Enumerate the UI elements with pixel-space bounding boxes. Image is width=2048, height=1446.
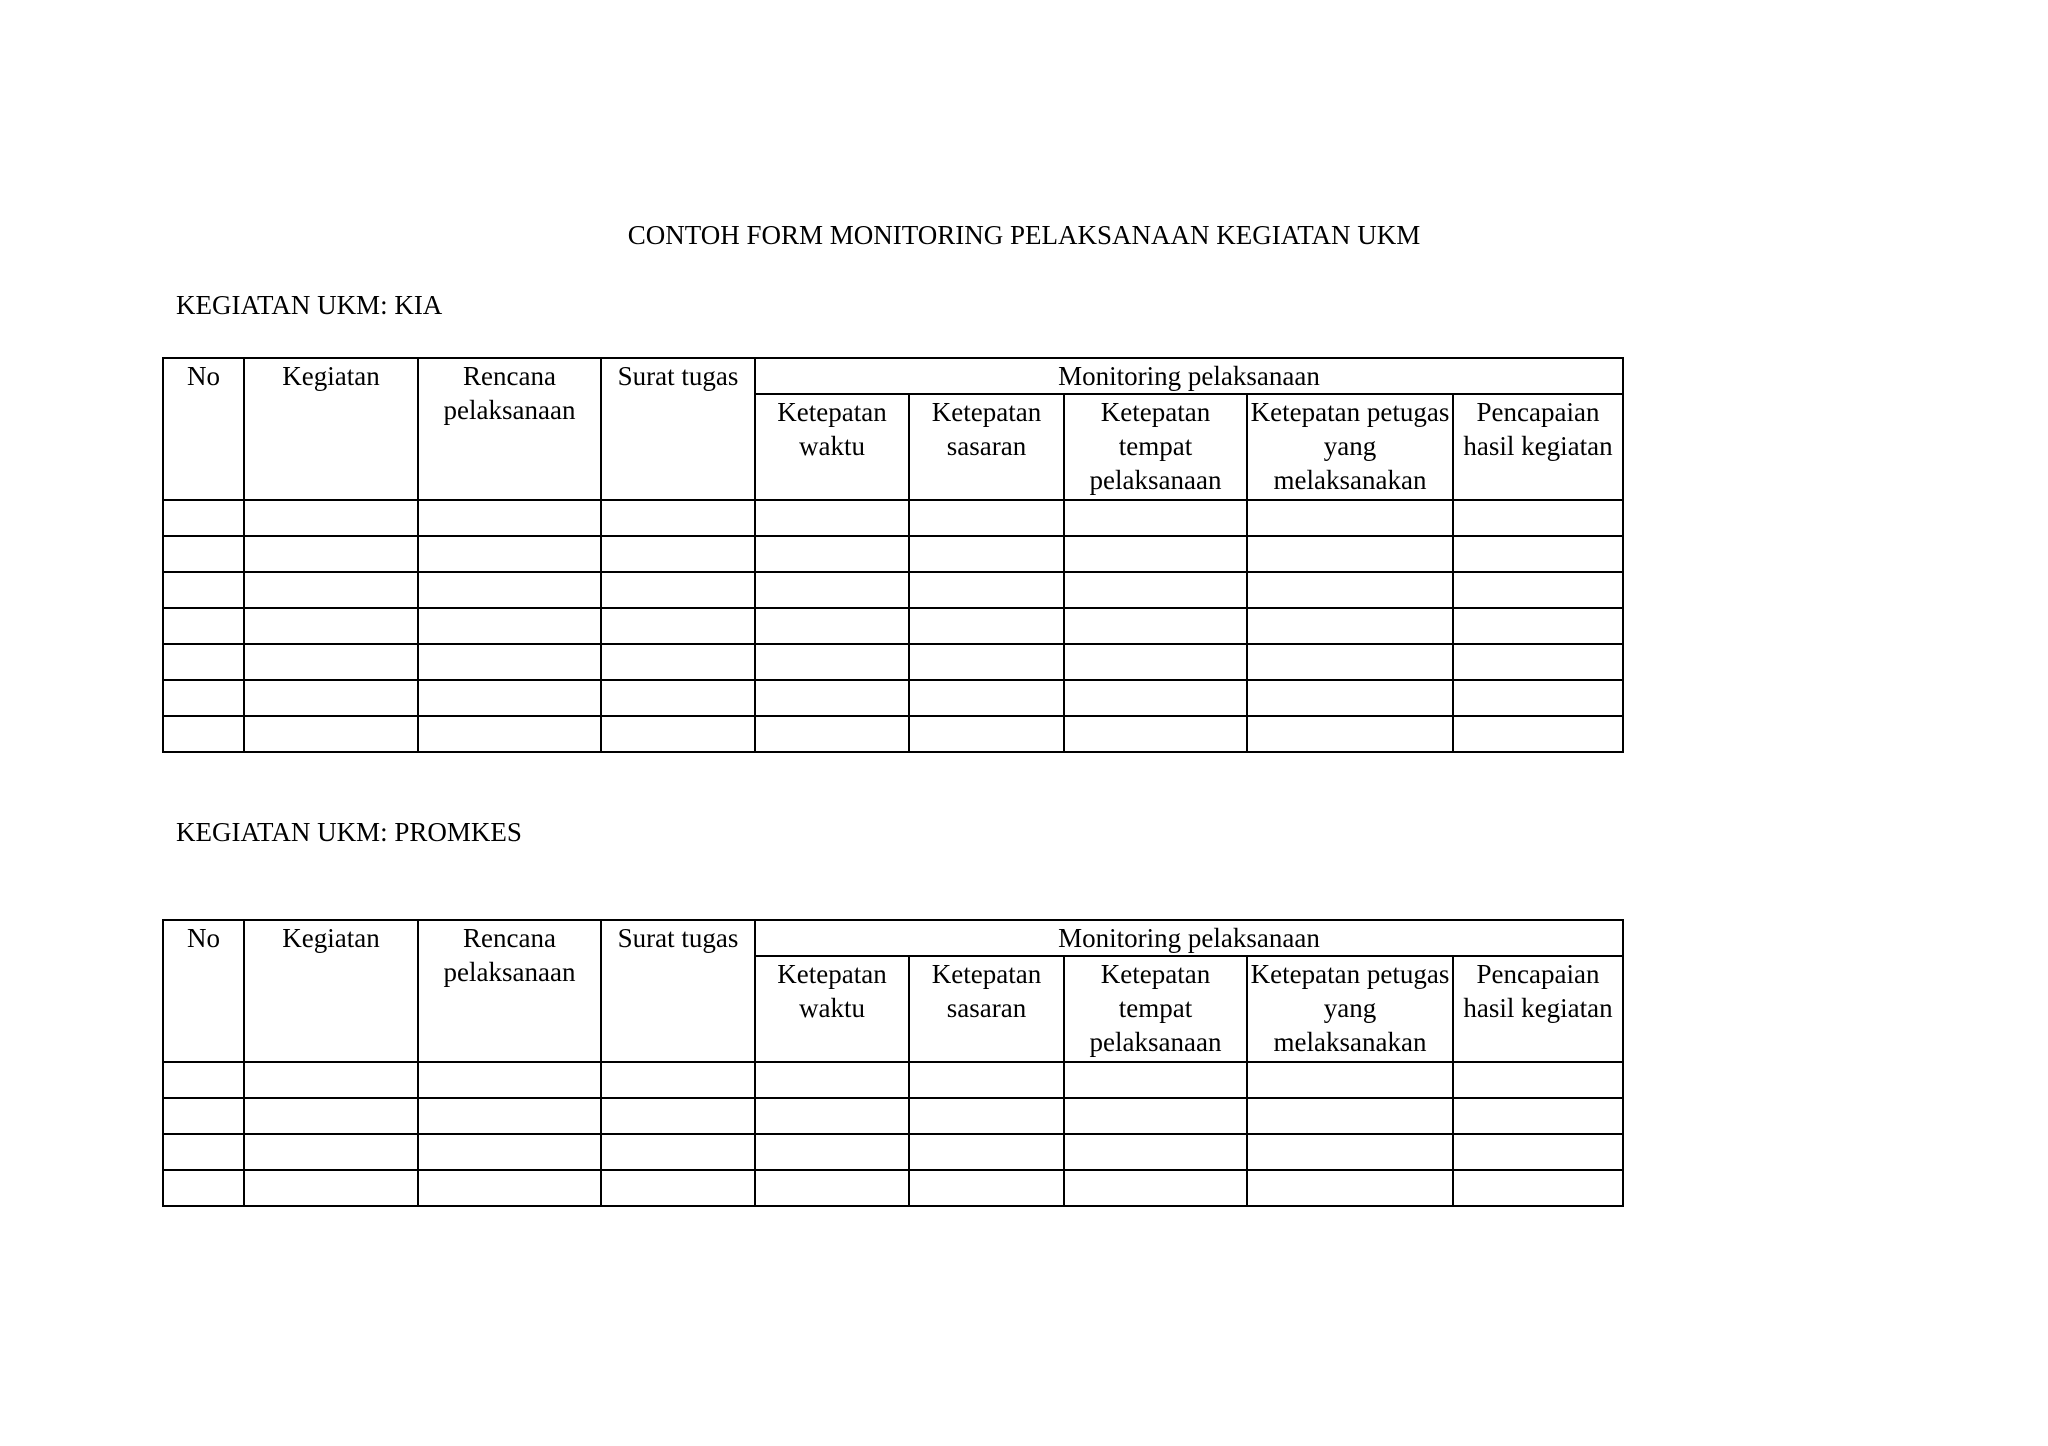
table-cell[interactable] — [755, 1062, 909, 1098]
table-cell[interactable] — [909, 572, 1064, 608]
table-cell[interactable] — [244, 716, 418, 752]
monitoring-table-promkes — [162, 919, 1624, 1207]
table-row — [163, 1134, 1623, 1170]
col-header-no: No — [163, 358, 244, 500]
table-row — [163, 716, 1623, 752]
table-cell[interactable] — [418, 536, 601, 572]
table-cell[interactable] — [1064, 608, 1247, 644]
table-cell[interactable] — [601, 1170, 755, 1206]
table-row — [163, 644, 1623, 680]
table-cell[interactable] — [163, 1134, 244, 1170]
table-row — [163, 500, 1623, 536]
table-cell[interactable] — [418, 1170, 601, 1206]
table-cell[interactable] — [1453, 572, 1623, 608]
col-header-monitoring: Monitoring pelaksanaan — [755, 920, 1623, 956]
table-cell[interactable] — [1064, 716, 1247, 752]
table-cell[interactable] — [755, 644, 909, 680]
table-cell[interactable] — [163, 572, 244, 608]
table-cell[interactable] — [1247, 1170, 1453, 1206]
section-label-promkes: KEGIATAN UKM: PROMKES — [176, 817, 522, 847]
col-header-monitoring: Monitoring pelaksanaan — [755, 358, 1623, 394]
table-row — [163, 1062, 1623, 1098]
table-cell[interactable] — [163, 716, 244, 752]
table-cell[interactable] — [909, 1098, 1064, 1134]
table-cell[interactable] — [418, 680, 601, 716]
table-cell[interactable] — [909, 680, 1064, 716]
table-cell[interactable] — [418, 500, 601, 536]
table-body-promkes — [163, 1062, 1623, 1206]
table-cell[interactable] — [1247, 1134, 1453, 1170]
table-cell[interactable] — [1247, 500, 1453, 536]
table-cell[interactable] — [163, 500, 244, 536]
table-cell[interactable] — [1247, 608, 1453, 644]
table-row — [163, 1170, 1623, 1206]
col-header-ketepatan-tempat: Ketepatan tempat pelaksanaan — [1064, 956, 1247, 1062]
col-header-kegiatan: Kegiatan — [244, 358, 418, 500]
table-cell[interactable] — [1247, 716, 1453, 752]
table-cell[interactable] — [909, 716, 1064, 752]
table-cell[interactable] — [601, 1098, 755, 1134]
col-header-ketepatan-waktu: Ketepatan waktu — [755, 956, 909, 1062]
col-header-ketepatan-petugas: Ketepatan petugas yang melaksanakan — [1247, 394, 1453, 500]
table-cell[interactable] — [1247, 644, 1453, 680]
table-cell[interactable] — [1064, 1062, 1247, 1098]
table-cell[interactable] — [755, 572, 909, 608]
table-cell[interactable] — [1064, 1170, 1247, 1206]
col-header-kegiatan: Kegiatan — [244, 920, 418, 1062]
table-cell[interactable] — [418, 608, 601, 644]
table-cell[interactable] — [1064, 1098, 1247, 1134]
table-cell[interactable] — [909, 608, 1064, 644]
table-row — [163, 680, 1623, 716]
table-cell[interactable] — [244, 680, 418, 716]
table-cell[interactable] — [601, 608, 755, 644]
col-header-no: No — [163, 920, 244, 1062]
table-cell[interactable] — [244, 536, 418, 572]
table-cell[interactable] — [755, 536, 909, 572]
col-header-ketepatan-sasaran: Ketepatan sasaran — [909, 394, 1064, 500]
table-cell[interactable] — [601, 644, 755, 680]
table-cell[interactable] — [601, 500, 755, 536]
table-cell[interactable] — [1453, 1170, 1623, 1206]
table-cell[interactable] — [1453, 500, 1623, 536]
table-cell[interactable] — [244, 1062, 418, 1098]
col-header-pencapaian-hasil: Pencapaian hasil kegiatan — [1453, 956, 1623, 1062]
col-header-ketepatan-tempat: Ketepatan tempat pelaksanaan — [1064, 394, 1247, 500]
table-cell[interactable] — [1247, 572, 1453, 608]
col-header-surat-tugas: Surat tugas — [601, 358, 755, 500]
table-cell[interactable] — [1453, 1134, 1623, 1170]
table-cell[interactable] — [1064, 572, 1247, 608]
table-cell[interactable] — [909, 500, 1064, 536]
table-cell[interactable] — [601, 680, 755, 716]
table-cell[interactable] — [244, 644, 418, 680]
table-cell[interactable] — [755, 1098, 909, 1134]
table-cell[interactable] — [418, 644, 601, 680]
document-title: CONTOH FORM MONITORING PELAKSANAAN KEGIATAN UKM — [627, 220, 1421, 250]
col-header-rencana: Rencana pelaksanaan — [418, 358, 601, 500]
section-label-kia: KEGIATAN UKM: KIA — [176, 290, 443, 320]
col-header-ketepatan-waktu: Ketepatan waktu — [755, 394, 909, 500]
table-cell[interactable] — [1064, 536, 1247, 572]
table-cell[interactable] — [1247, 1098, 1453, 1134]
table-cell[interactable] — [1064, 500, 1247, 536]
table-cell[interactable] — [1453, 644, 1623, 680]
table-cell[interactable] — [755, 680, 909, 716]
table-cell[interactable] — [909, 1062, 1064, 1098]
table-cell[interactable] — [909, 536, 1064, 572]
table-row — [163, 572, 1623, 608]
table-body-kia — [163, 500, 1623, 752]
table-cell[interactable] — [1064, 680, 1247, 716]
table-cell[interactable] — [163, 644, 244, 680]
table-cell[interactable] — [163, 1170, 244, 1206]
table-cell[interactable] — [418, 572, 601, 608]
table-cell[interactable] — [1064, 1134, 1247, 1170]
table-cell[interactable] — [755, 608, 909, 644]
table-cell[interactable] — [163, 1062, 244, 1098]
table-cell[interactable] — [418, 1098, 601, 1134]
table-cell[interactable] — [755, 500, 909, 536]
col-header-ketepatan-petugas: Ketepatan petugas yang melaksanakan — [1247, 956, 1453, 1062]
table-cell[interactable] — [1453, 680, 1623, 716]
table-cell[interactable] — [1453, 608, 1623, 644]
table-cell[interactable] — [909, 644, 1064, 680]
table-cell[interactable] — [1453, 536, 1623, 572]
table-cell[interactable] — [418, 1062, 601, 1098]
col-header-ketepatan-sasaran: Ketepatan sasaran — [909, 956, 1064, 1062]
table-cell[interactable] — [418, 716, 601, 752]
table-cell[interactable] — [755, 716, 909, 752]
col-header-surat-tugas: Surat tugas — [601, 920, 755, 1062]
table-cell[interactable] — [601, 1134, 755, 1170]
table-cell[interactable] — [244, 1170, 418, 1206]
table-cell[interactable] — [244, 608, 418, 644]
table-cell[interactable] — [755, 1170, 909, 1206]
col-header-pencapaian-hasil: Pencapaian hasil kegiatan — [1453, 394, 1623, 500]
table-cell[interactable] — [601, 716, 755, 752]
table-cell[interactable] — [1453, 716, 1623, 752]
table-cell[interactable] — [1247, 1062, 1453, 1098]
table-cell[interactable] — [418, 1134, 601, 1170]
table-cell[interactable] — [1064, 644, 1247, 680]
table-cell[interactable] — [601, 572, 755, 608]
table-cell[interactable] — [1247, 536, 1453, 572]
table-row — [163, 1098, 1623, 1134]
table-cell[interactable] — [244, 1134, 418, 1170]
table-cell[interactable] — [163, 1098, 244, 1134]
table-cell[interactable] — [909, 1134, 1064, 1170]
table-cell[interactable] — [244, 500, 418, 536]
table-cell[interactable] — [244, 1098, 418, 1134]
table-row — [163, 608, 1623, 644]
table-cell[interactable] — [909, 1170, 1064, 1206]
table-cell[interactable] — [163, 608, 244, 644]
table-cell[interactable] — [163, 536, 244, 572]
table-cell[interactable] — [244, 572, 418, 608]
table-cell[interactable] — [1453, 1062, 1623, 1098]
col-header-rencana: Rencana pelaksanaan — [418, 920, 601, 1062]
table-cell[interactable] — [755, 1134, 909, 1170]
table-cell[interactable] — [163, 680, 244, 716]
table-cell[interactable] — [1247, 680, 1453, 716]
table-cell[interactable] — [1453, 1098, 1623, 1134]
table-row — [163, 536, 1623, 572]
monitoring-table-kia — [162, 357, 1624, 753]
table-cell[interactable] — [601, 1062, 755, 1098]
table-cell[interactable] — [601, 536, 755, 572]
